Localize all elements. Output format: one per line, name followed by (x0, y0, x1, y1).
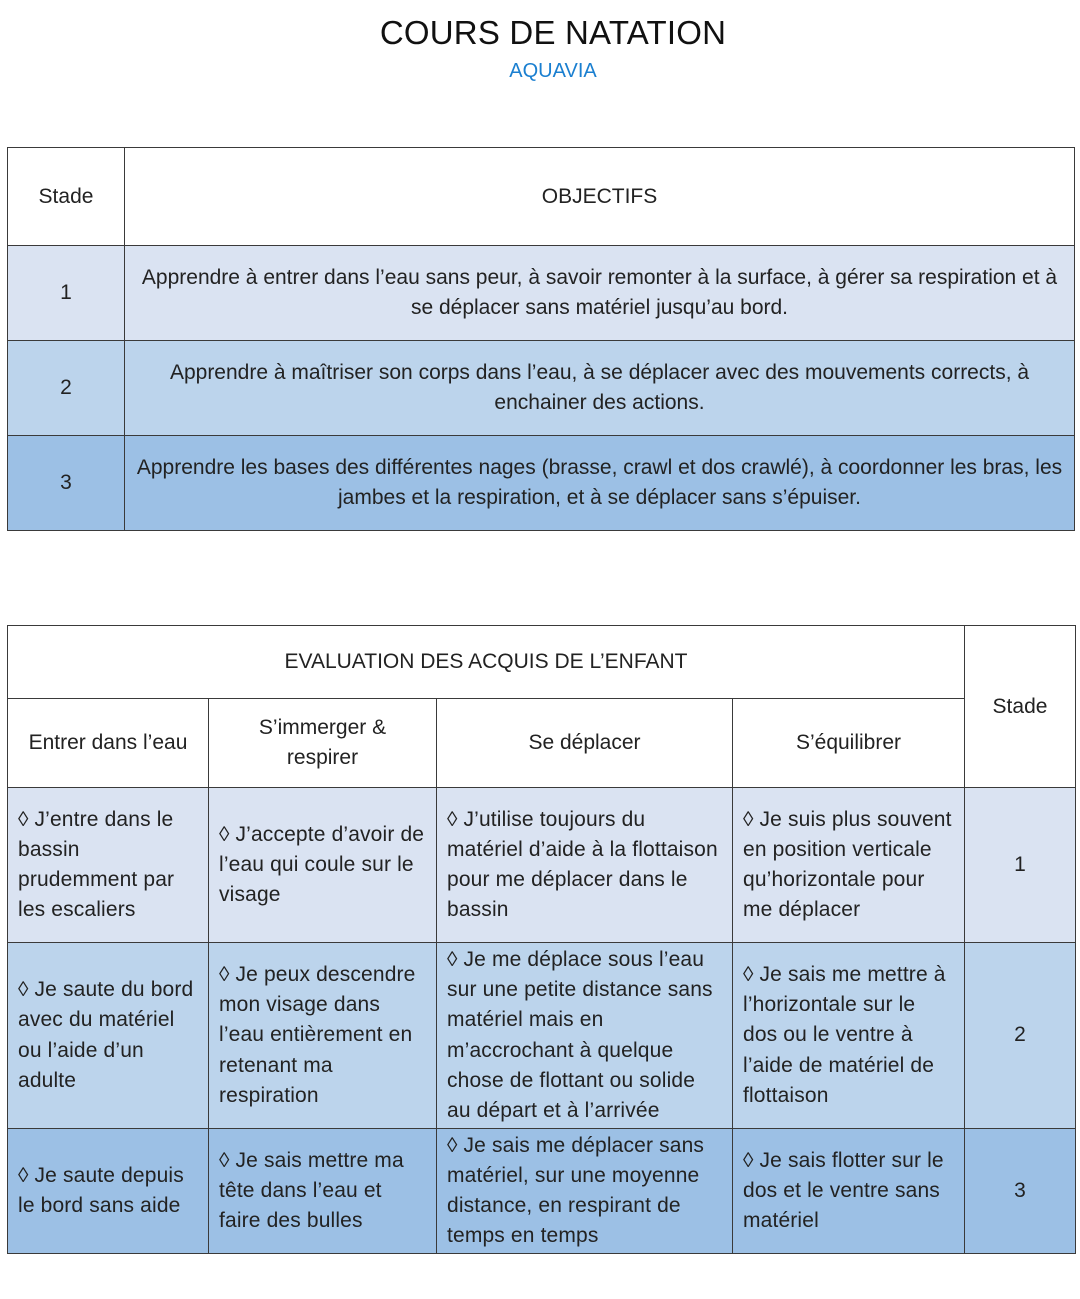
evaluation-row (8, 788, 1076, 943)
objectives-stade-cell: 1 (8, 246, 125, 341)
objectives-header-row (8, 148, 1075, 246)
evaluation-cell: ◊ J’utilise toujours du matériel d’aide à la flottaison pour me déplacer dans le bassin (437, 788, 733, 943)
objectives-stade-cell: 2 (8, 341, 125, 436)
objectives-row (8, 341, 1075, 436)
category-equilibrer: S’équilibrer (733, 699, 965, 788)
objectives-stade-cell: 3 (8, 436, 125, 531)
evaluation-title: EVALUATION DES ACQUIS DE L’ENFANT (8, 626, 965, 699)
evaluation-cell: ◊ Je peux descendre mon visage dans l’eau entièrement en retenant ma respiration (209, 943, 437, 1129)
evaluation-cell: ◊ Je sais flotter sur le dos et le ventre sans matériel (733, 1129, 965, 1254)
evaluation-title-row (8, 626, 1076, 699)
objectives-row (8, 246, 1075, 341)
evaluation-cell: ◊ Je saute du bord avec du matériel ou l’aide d’un adulte (8, 943, 209, 1129)
category-immerger: S’immerger & respirer (209, 699, 437, 788)
evaluation-row (8, 943, 1076, 1129)
evaluation-cell: ◊ Je sais mettre ma tête dans l’eau et faire des bulles (209, 1129, 437, 1254)
objectives-text-cell: Apprendre les bases des différentes nages (brasse, crawl et dos crawlé), à coordonner les bras, les jambes et la respiration, et à se déplacer sans s’épuiser. (125, 436, 1075, 531)
evaluation-cell: ◊ Je sais me déplacer sans matériel, sur une moyenne distance, en respirant de temps en temps (437, 1129, 733, 1254)
evaluation-header-stade: Stade (965, 626, 1076, 788)
evaluation-stade-cell: 2 (965, 943, 1076, 1129)
category-deplacer: Se déplacer (437, 699, 733, 788)
objectives-header-stade: Stade (8, 148, 125, 246)
evaluation-category-row (8, 699, 1076, 788)
evaluation-row (8, 1129, 1076, 1254)
evaluation-cell: ◊ Je suis plus souvent en position verticale qu’horizontale pour me déplacer (733, 788, 965, 943)
evaluation-cell: ◊ J’entre dans le bassin prudemment par les escaliers (8, 788, 209, 943)
evaluation-cell: ◊ Je me déplace sous l’eau sur une petite distance sans matériel mais en m’accrochant à quelque chose de flottant ou solide au départ et à l’arrivée (437, 943, 733, 1129)
evaluation-cell: ◊ Je sais me mettre à l’horizontale sur le dos ou le ventre à l’aide de matériel de flottaison (733, 943, 965, 1129)
evaluation-cell: ◊ J’accepte d’avoir de l’eau qui coule sur le visage (209, 788, 437, 943)
evaluation-stade-cell: 1 (965, 788, 1076, 943)
objectives-table (7, 147, 1075, 531)
evaluation-stade-cell: 3 (965, 1129, 1076, 1254)
objectives-text-cell: Apprendre à entrer dans l’eau sans peur, à savoir remonter à la surface, à gérer sa respiration et à se déplacer sans matériel jusqu’au bord. (125, 246, 1075, 341)
objectives-row (8, 436, 1075, 531)
evaluation-cell: ◊ Je saute depuis le bord sans aide (8, 1129, 209, 1254)
page-title: COURS DE NATATION (379, 14, 727, 51)
objectives-text-cell: Apprendre à maîtriser son corps dans l’eau, à se déplacer avec des mouvements corrects, à enchainer des actions. (125, 341, 1075, 436)
evaluation-table (7, 625, 1076, 1254)
page-subtitle: AQUAVIA (509, 60, 597, 82)
category-entrer: Entrer dans l’eau (8, 699, 209, 788)
objectives-header-objectifs: OBJECTIFS (125, 148, 1075, 246)
